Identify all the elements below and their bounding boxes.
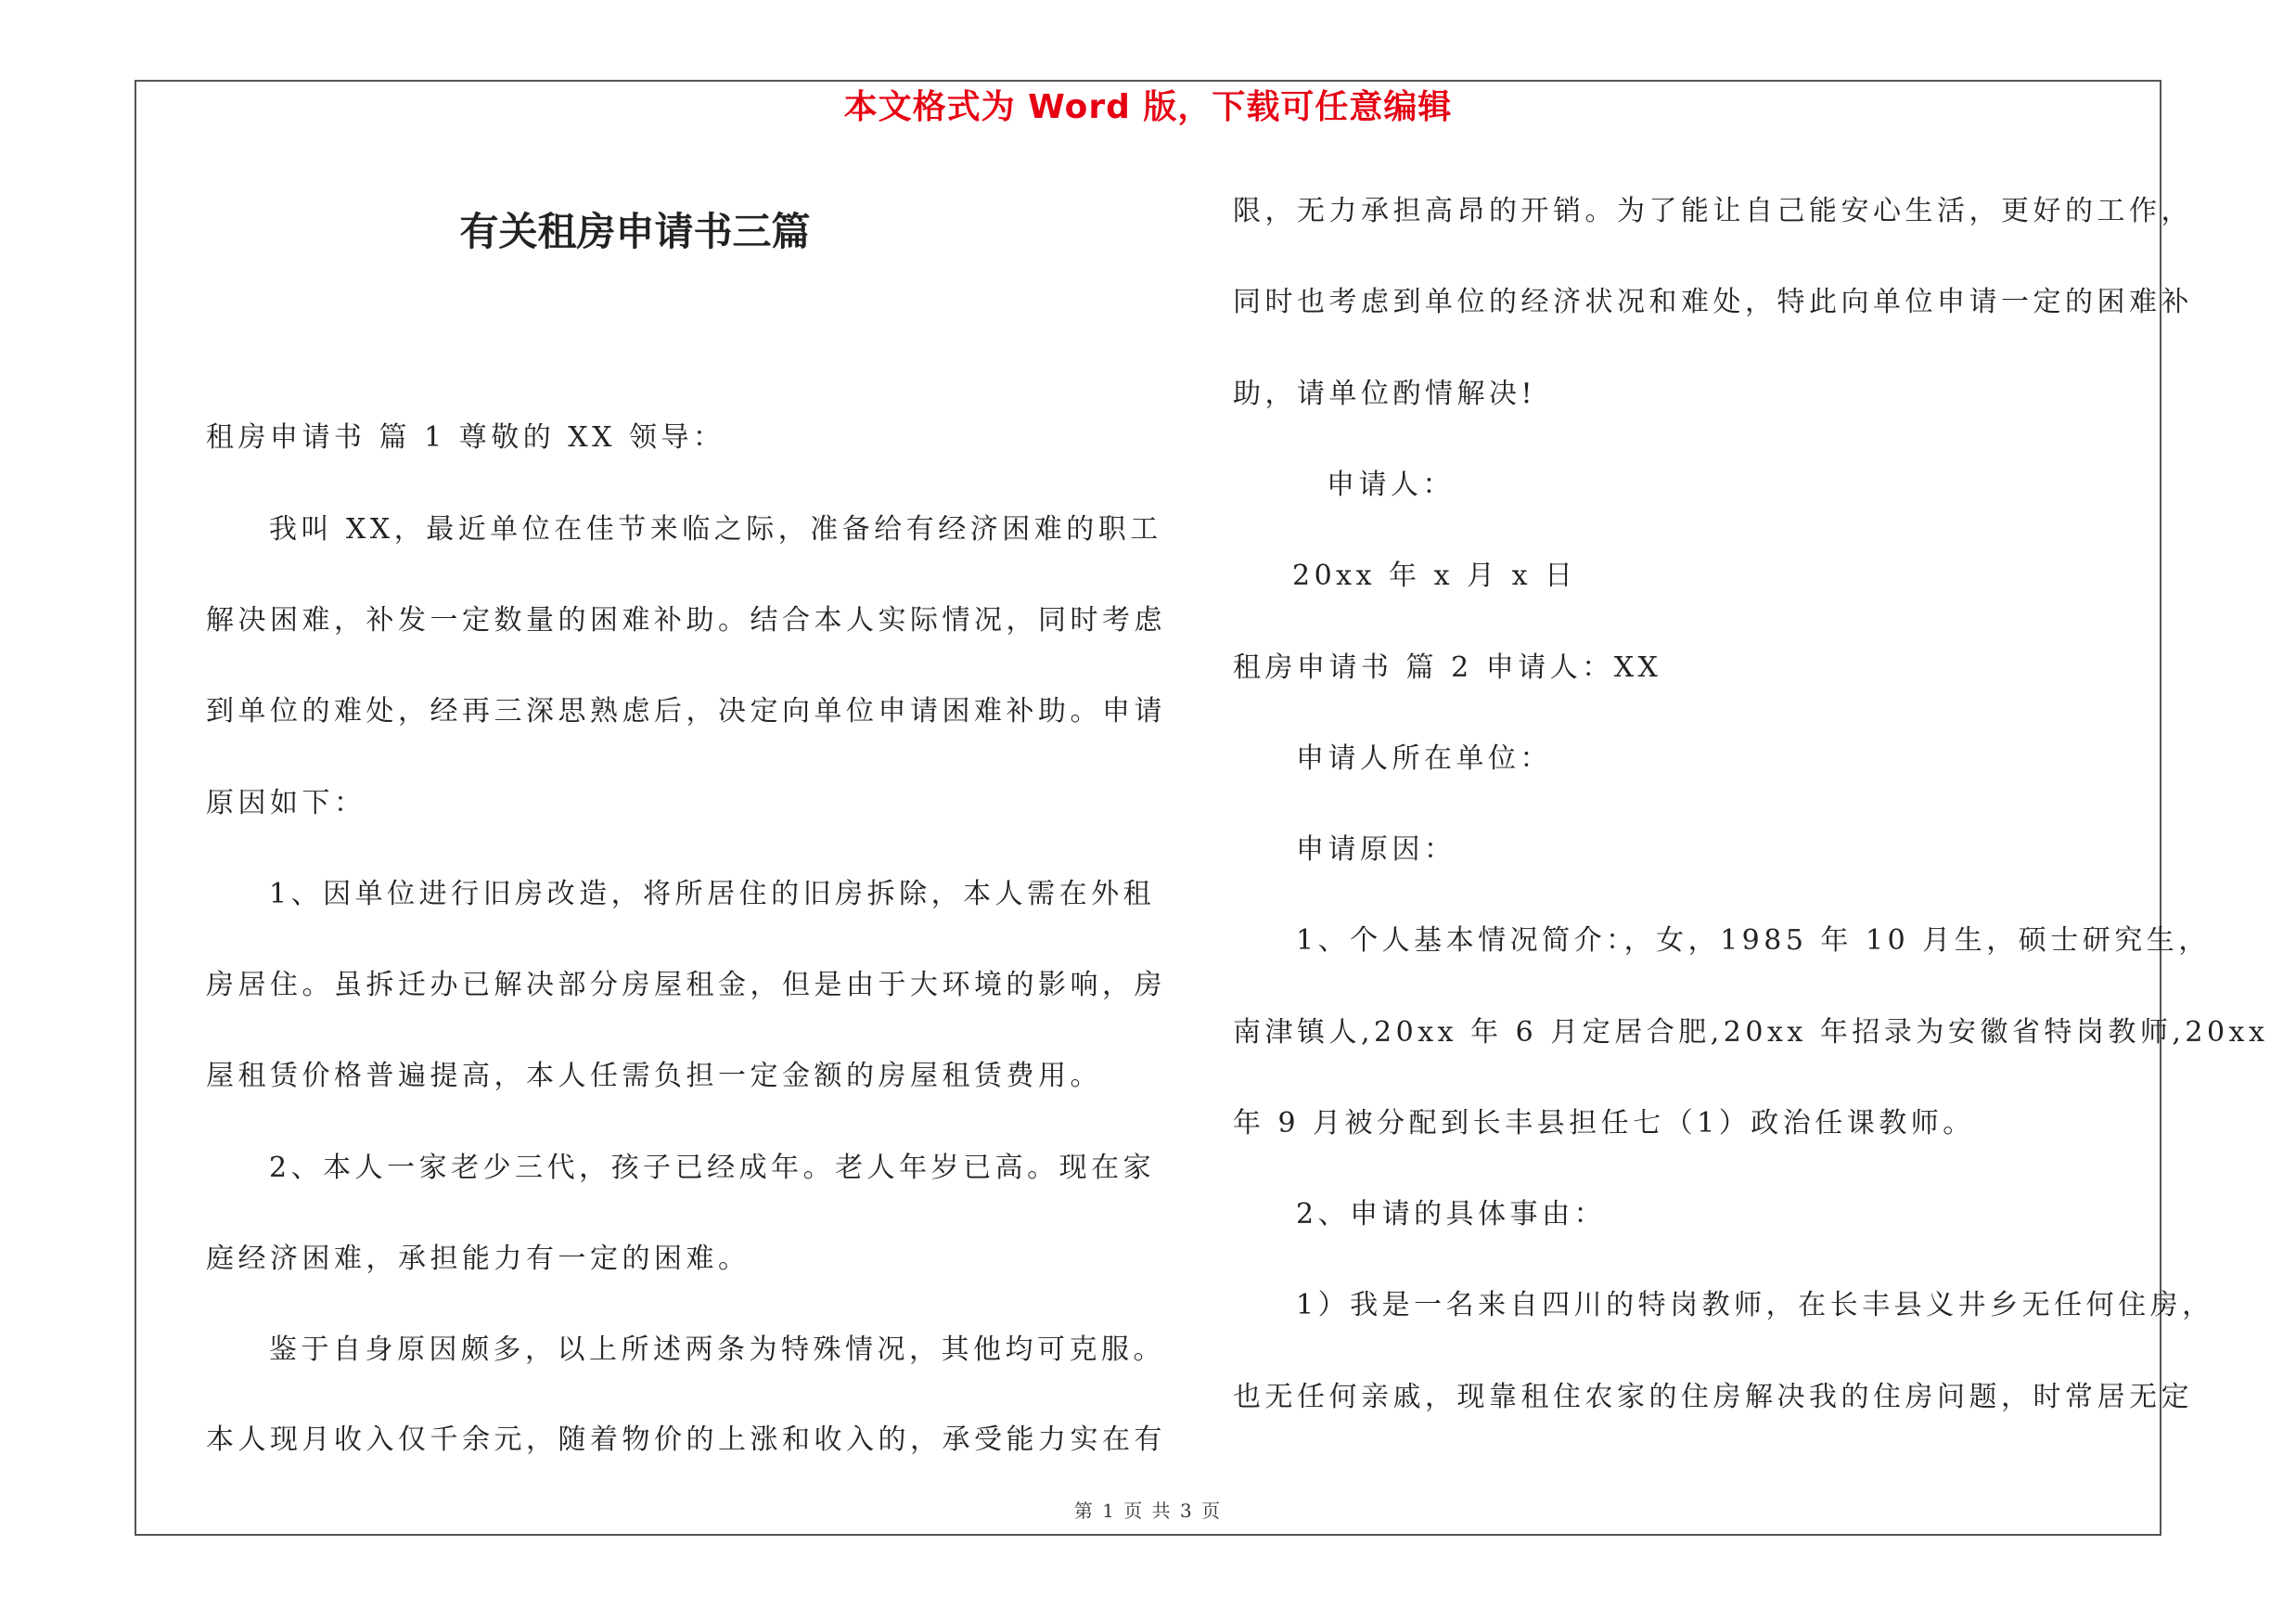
paragraph-line: 2、本人一家老少三代，孩子已经成年。老人年岁已高。现在家 — [269, 1152, 1156, 1184]
paragraph-line: 庭经济困难，承担能力有一定的困难。 — [206, 1243, 750, 1275]
paragraph-line: 同时也考虑到单位的经济状况和难处，特此向单位申请一定的困难补 — [1233, 286, 2193, 318]
paragraph-line: 1、个人基本情况简介：，女，1985 年 10 月生，硕士研究生， — [1296, 924, 2211, 957]
section-heading-1: 租房申请书 篇 1 尊敬的 XX 领导： — [206, 421, 725, 454]
document-title: 有关租房申请书三篇 — [459, 209, 811, 254]
applicant-signature-label: 申请人： — [1327, 469, 1455, 501]
paragraph-line: 到单位的难处，经再三深思熟虑后，决定向单位申请困难补助。申请 — [206, 695, 1166, 728]
page-number-footer: 第 1 页 共 3 页 — [1073, 1500, 1223, 1522]
paragraph-line: 解决困难，补发一定数量的困难补助。结合本人实际情况，同时考虑 — [206, 604, 1166, 637]
paragraph-line: 1）我是一名来自四川的特岗教师，在长丰县义井乡无任何住房， — [1296, 1289, 2214, 1321]
paragraph-line: 原因如下： — [206, 787, 366, 819]
paragraph-line: 本人现月收入仅千余元，随着物价的上涨和收入的，承受能力实在有 — [206, 1423, 1166, 1456]
word-format-banner: 本文格式为 Word 版，下载可任意编辑 — [843, 88, 1453, 126]
paragraph-line: 1、因单位进行旧房改造，将所居住的旧房拆除，本人需在外租 — [269, 878, 1156, 910]
paragraph-line: 房居住。虽拆迁办已解决部分房屋租金，但是由于大环境的影响，房 — [206, 969, 1166, 1001]
paragraph-line: 年 9 月被分配到长丰县担任七（1）政治任课教师。 — [1233, 1107, 1975, 1140]
paragraph-line: 我叫 XX，最近单位在佳节来临之际，准备给有经济困难的职工 — [269, 513, 1162, 546]
application-date: 20xx 年 x 月 x 日 — [1292, 560, 1577, 592]
section-heading-2: 租房申请书 篇 2 申请人：XX — [1233, 651, 1662, 684]
paragraph-line: 南津镇人,20xx 年 6 月定居合肥,20xx 年招录为安徽省特岗教师,20xx — [1233, 1016, 2269, 1049]
paragraph-line: 屋租赁价格普遍提高，本人任需负担一定金额的房屋租赁费用。 — [206, 1060, 1102, 1092]
paragraph-line: 鉴于自身原因颇多，以上所述两条为特殊情况，其他均可克服。 — [269, 1333, 1165, 1366]
paragraph-line: 2、申请的具体事由： — [1296, 1198, 1607, 1230]
paragraph-line: 申请人所在单位： — [1296, 742, 1552, 775]
paragraph-line: 也无任何亲戚，现靠租住农家的住房解决我的住房问题，时常居无定 — [1233, 1381, 2193, 1413]
paragraph-line: 限，无力承担高昂的开销。为了能让自己能安心生活，更好的工作， — [1233, 195, 2193, 227]
paragraph-line: 助，请单位酌情解决! — [1233, 378, 1537, 410]
paragraph-line: 申请原因： — [1296, 833, 1456, 866]
